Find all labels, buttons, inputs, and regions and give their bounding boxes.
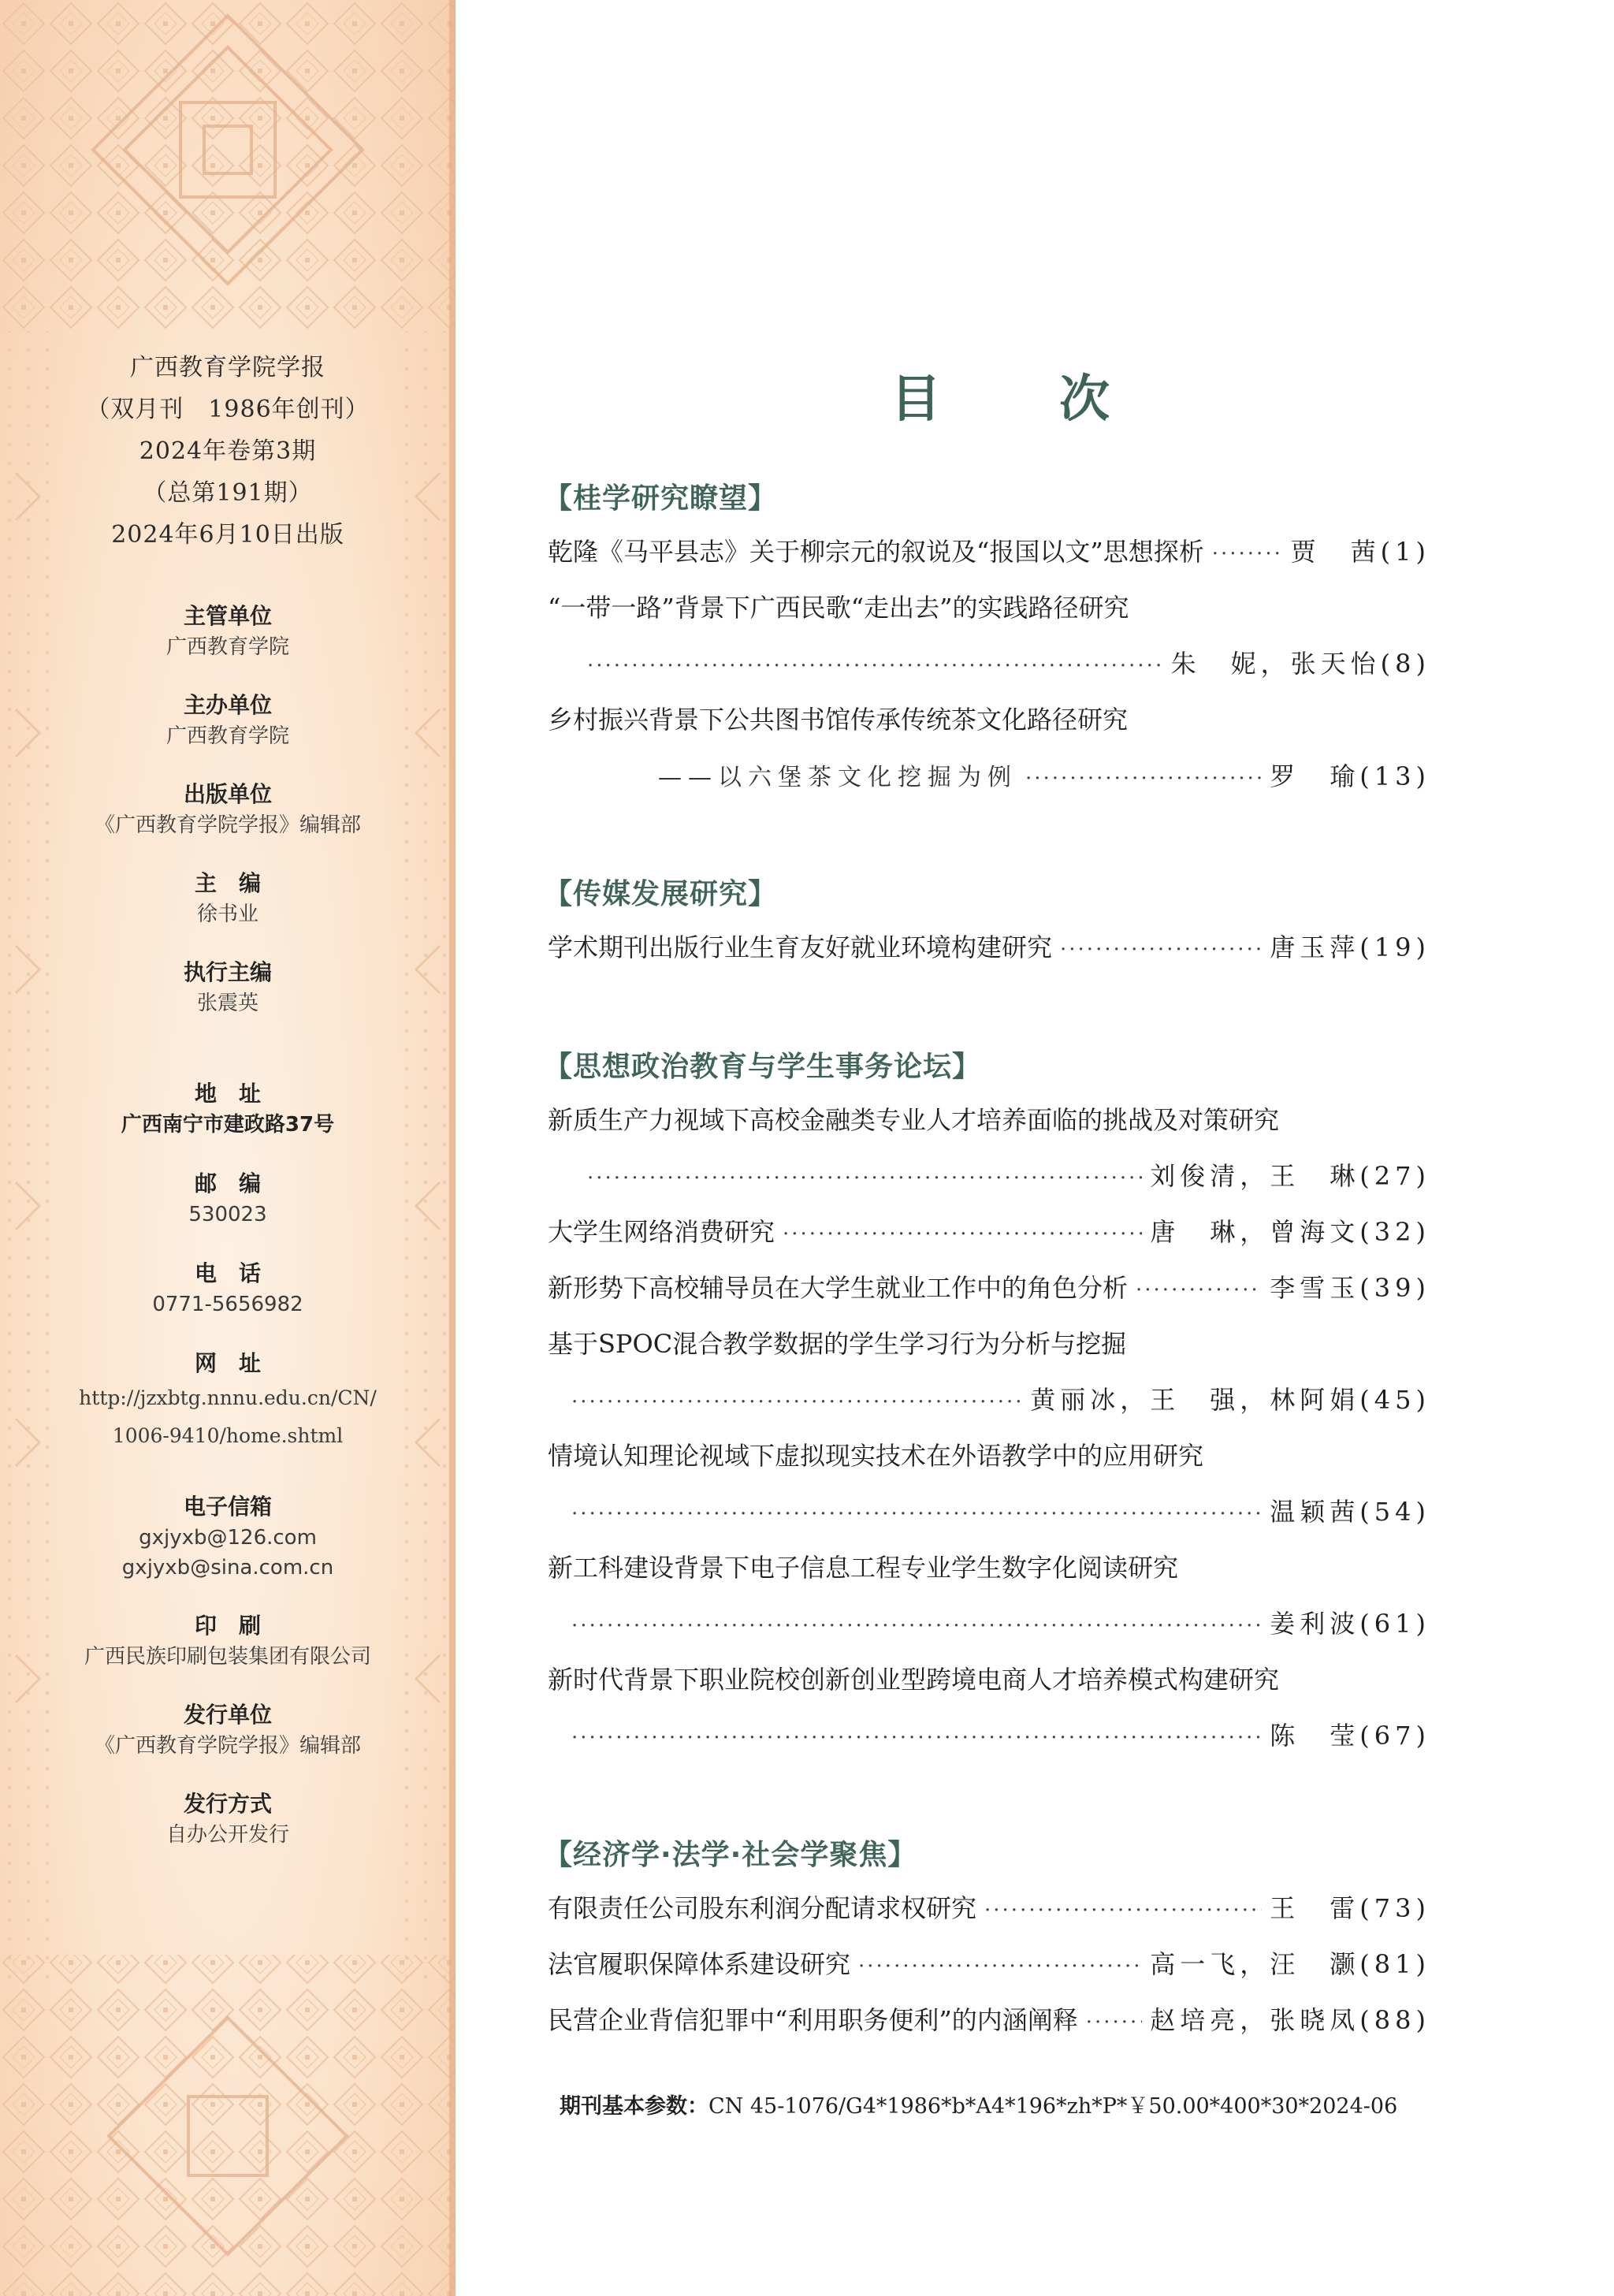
- journal-parameters-value: CN 45-1076/G4*1986*b*A4*196*zh*P*￥50.00*400*30*2024-06: [708, 2094, 1398, 2119]
- info-email: [0, 1491, 456, 1583]
- info-key: 发行单位: [183, 1702, 272, 1728]
- toc-entry-author-page: 姜利波(61): [1270, 1609, 1430, 1639]
- section-heading: 【思想政治教育与学生事务论坛】: [544, 1051, 982, 1083]
- toc-entry-title: 民营企业背信犯罪中“利用职务便利”的内涵阐释: [548, 2005, 1078, 2035]
- ethnic-pattern-background: [0, 0, 456, 2296]
- info-value: 《广西教育学院学报》编辑部: [94, 1734, 361, 1758]
- toc-entry[interactable]: [548, 1268, 1430, 1308]
- toc-entry-author-page: 刘俊清，王 琳(27): [1150, 1161, 1430, 1191]
- info-value: 自办公开发行: [165, 1823, 289, 1847]
- info-value: 徐书业: [196, 902, 258, 926]
- info-key: 执行主编: [183, 959, 272, 985]
- toc-entry-continuation[interactable]: [548, 1156, 1430, 1196]
- info-postcode: [0, 1168, 456, 1230]
- toc-entry-title: 新工科建设背景下电子信息工程专业学生数字化阅读研究: [548, 1553, 1179, 1583]
- toc-leader-dots: [1025, 759, 1262, 798]
- journal-frequency: （双月刊 1986年创刊）: [86, 396, 370, 423]
- toc-entry-title: 大学生网络消费研究: [548, 1217, 775, 1247]
- journal-publish-date: 2024年6月10日出版: [111, 521, 344, 549]
- info-key: 网 址: [194, 1350, 261, 1376]
- toc-entry-title: 基于SPOC混合教学数据的学生学习行为分析与挖掘: [548, 1329, 1127, 1359]
- toc-leader-dots: [571, 1718, 1262, 1758]
- toc-entry-continuation[interactable]: [548, 757, 1430, 796]
- toc-entry[interactable]: [548, 1436, 1430, 1475]
- toc-leader-dots: [571, 1606, 1262, 1646]
- info-publisher: [0, 779, 456, 840]
- toc-entry-author-page: 黄丽冰，王 强，林阿娟(45): [1030, 1385, 1430, 1415]
- info-value: 广西民族印刷包装集团有限公司: [84, 1645, 371, 1669]
- toc-entry-title: “一带一路”背景下广西民歌“走出去”的实践路径研究: [548, 593, 1129, 623]
- toc-leader-dots: [1060, 930, 1262, 969]
- toc-entry-title: 情境认知理论视域下虚拟现实技术在外语教学中的应用研究: [548, 1441, 1204, 1471]
- toc-entry[interactable]: [548, 1324, 1430, 1364]
- info-value: 张震英: [196, 992, 258, 1015]
- toc-leader-dots: [587, 1159, 1142, 1198]
- section-heading: 【桂学研究瞭望】: [544, 482, 778, 515]
- toc-entry-continuation[interactable]: [548, 1604, 1430, 1643]
- toc-entry-title: 新质生产力视域下高校金融类专业人才培养面临的挑战及对策研究: [548, 1105, 1280, 1135]
- toc-entry-title: 新形势下高校辅导员在大学生就业工作中的角色分析: [548, 1273, 1129, 1303]
- toc-leader-dots: [1086, 2003, 1143, 2042]
- info-address: [0, 1078, 456, 1140]
- info-email-link[interactable]: gxjyxb@126.com: [139, 1526, 317, 1550]
- toc-entry-title: 新时代背景下职业院校创新创业型跨境电商人才培养模式构建研究: [548, 1665, 1280, 1695]
- toc-entry[interactable]: [548, 588, 1430, 627]
- info-sponsor: [0, 690, 456, 751]
- info-website: [0, 1348, 456, 1455]
- toc-entry[interactable]: [548, 532, 1430, 571]
- toc-entry-continuation[interactable]: [548, 1380, 1430, 1420]
- info-key: 主 编: [194, 870, 261, 896]
- toc-leader-dots: [571, 1382, 1022, 1422]
- info-printer: [0, 1610, 456, 1672]
- info-key: 印 刷: [194, 1613, 261, 1639]
- info-editor-in-chief: [0, 868, 456, 929]
- info-key: 主管单位: [183, 603, 272, 629]
- toc-entry-title: 法官履职保障体系建设研究: [548, 1949, 851, 1979]
- toc-entry[interactable]: [548, 1548, 1430, 1587]
- toc-entry-author-page: 贾 茜(1): [1290, 537, 1430, 567]
- toc-entry-continuation[interactable]: [548, 644, 1430, 683]
- journal-parameters: [560, 2089, 1397, 2119]
- toc-entry-author-page: 王 雷(73): [1270, 1893, 1430, 1923]
- info-phone: [0, 1258, 456, 1319]
- toc-entry-author-page: 陈 莹(67): [1270, 1721, 1430, 1751]
- toc-leader-dots: [858, 1947, 1142, 1986]
- info-website-link[interactable]: http://jzxbtg.nnnu.edu.cn/CN/: [79, 1386, 377, 1409]
- toc-entry[interactable]: [548, 1100, 1430, 1140]
- toc-entry-title: 乡村振兴背景下公共图书馆传承传统茶文化路径研究: [548, 705, 1129, 735]
- info-supervisor: [0, 601, 456, 662]
- info-value: 广西教育学院: [165, 724, 289, 748]
- toc-leader-dots: [587, 646, 1163, 686]
- journal-parameters-label: 期刊基本参数：: [560, 2094, 708, 2119]
- info-value: 广西南宁市建政路37号: [121, 1113, 335, 1137]
- toc-entry-author-page: 罗 瑜(13): [1270, 761, 1430, 791]
- info-value: 广西教育学院: [165, 635, 289, 659]
- toc-entry-author-page: 温颖茜(54): [1270, 1497, 1430, 1527]
- toc-entry-title: 有限责任公司股东利润分配请求权研究: [548, 1893, 977, 1923]
- toc-entry[interactable]: [548, 2000, 1430, 2040]
- toc-entry-author-page: 朱 妮，张天怡(8): [1170, 649, 1430, 679]
- toc-entry-continuation[interactable]: [548, 1492, 1430, 1531]
- info-value: 0771-5656982: [152, 1293, 303, 1316]
- toc-entry-author-page: 高一飞，汪 灏(81): [1150, 1949, 1430, 1979]
- info-key: 出版单位: [183, 781, 272, 807]
- section-heading: 【经济学·法学·社会学聚焦】: [544, 1839, 917, 1871]
- info-key: 主办单位: [183, 692, 272, 718]
- toc-entry[interactable]: [548, 1212, 1430, 1252]
- toc-entry-title: 学术期刊出版行业生育友好就业环境构建研究: [548, 932, 1053, 962]
- info-value: 530023: [188, 1203, 267, 1226]
- toc-leader-dots: [984, 1891, 1262, 1930]
- info-key: 电 话: [194, 1260, 261, 1286]
- toc-entry-author-page: 唐 琳，曾海文(32): [1150, 1217, 1430, 1247]
- toc-entry[interactable]: [548, 928, 1430, 967]
- toc-leader-dots: [571, 1494, 1262, 1534]
- info-key: 地 址: [194, 1081, 261, 1107]
- page-title: 目次: [891, 370, 1228, 429]
- toc-entry-continuation[interactable]: [548, 1716, 1430, 1755]
- info-distribution-method: [0, 1788, 456, 1850]
- journal-volume: 2024年卷第3期: [139, 437, 317, 465]
- toc-entry-subtitle: ——以六堡茶文化挖掘为例: [658, 764, 1017, 791]
- section-heading: 【传媒发展研究】: [544, 878, 778, 910]
- toc-entry-title: 乾隆《马平县志》关于柳宗元的叙说及“报国以文”思想探析: [548, 537, 1204, 567]
- toc-entry[interactable]: [548, 700, 1430, 739]
- toc-leader-dots: [1212, 534, 1283, 574]
- toc-entry[interactable]: [548, 1660, 1430, 1699]
- info-key: 电子信箱: [183, 1494, 272, 1520]
- toc-leader-dots: [783, 1215, 1142, 1254]
- journal-total-issue: （总第191期）: [143, 479, 313, 507]
- info-distributor: [0, 1699, 456, 1761]
- toc-entry-author-page: 唐玉萍(19): [1270, 932, 1430, 962]
- toc-entry[interactable]: [548, 1889, 1430, 1928]
- info-key: 发行方式: [183, 1791, 272, 1817]
- info-website-link[interactable]: 1006-9410/home.shtml: [112, 1424, 344, 1447]
- journal-name: 广西教育学院学报: [130, 354, 325, 381]
- decorative-sidebar: [0, 0, 456, 2296]
- journal-meta: [0, 347, 456, 556]
- toc-entry[interactable]: [548, 1944, 1430, 1984]
- toc-leader-dots: [1136, 1271, 1262, 1310]
- info-email-link[interactable]: gxjyxb@sina.com.cn: [121, 1556, 334, 1580]
- info-executive-editor: [0, 957, 456, 1018]
- info-value: 《广西教育学院学报》编辑部: [94, 813, 361, 837]
- info-key: 邮 编: [194, 1170, 261, 1196]
- toc-entry-author-page: 李雪玉(39): [1270, 1273, 1430, 1303]
- toc-entry-author-page: 赵培亮，张晓凤(88): [1150, 2005, 1430, 2035]
